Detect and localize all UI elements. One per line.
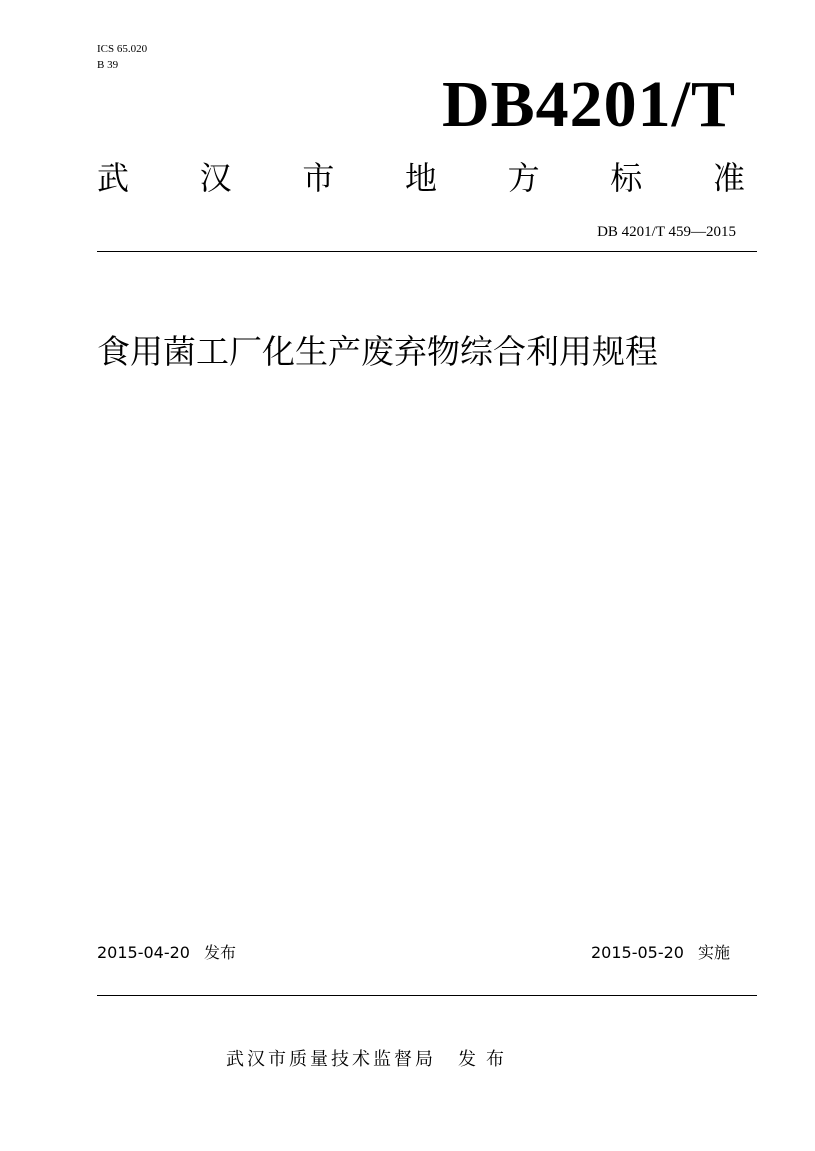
header-divider	[97, 251, 757, 252]
ccs-code: B 39	[97, 59, 119, 71]
standard-code: DB4201/T	[441, 68, 736, 141]
standard-number: DB 4201/T 459—2015	[597, 224, 736, 240]
implementation-date: 2015-05-20	[591, 943, 684, 962]
standard-type-char: 准	[712, 159, 745, 197]
issue-date-line	[97, 942, 236, 964]
standard-type-char: 地	[404, 159, 437, 197]
standard-type-char: 方	[507, 159, 540, 197]
standard-type-char: 武	[97, 159, 130, 197]
issue-label: 发布	[203, 943, 236, 962]
publish-action: 发布	[458, 1049, 514, 1070]
standard-type	[97, 158, 745, 198]
ics-code: ICS 65.020	[97, 43, 148, 55]
standard-type-char: 标	[610, 159, 643, 197]
footer-divider	[97, 995, 757, 996]
implementation-date-line	[591, 942, 730, 964]
standard-type-char: 市	[302, 159, 335, 197]
classification-codes	[97, 41, 147, 73]
publisher-line	[226, 1048, 514, 1072]
implementation-label: 实施	[697, 943, 730, 962]
standard-type-char: 汉	[199, 159, 232, 197]
document-title: 食用菌工厂化生产废弃物综合利用规程	[97, 332, 658, 371]
issue-date: 2015-04-20	[97, 943, 190, 962]
publisher-name: 武汉市质量技术监督局	[226, 1049, 436, 1070]
